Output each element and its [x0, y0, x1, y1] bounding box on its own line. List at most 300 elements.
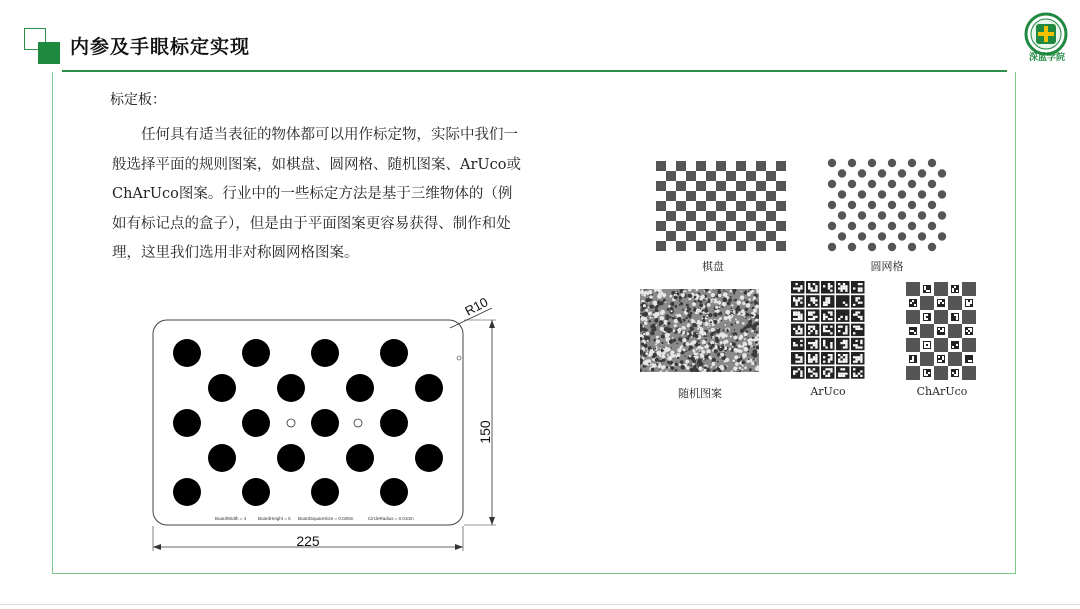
random-speckle [682, 338, 686, 342]
random-speckle [721, 320, 723, 322]
chess-square [746, 171, 756, 181]
random-speckle [730, 296, 732, 298]
random-speckle [686, 342, 690, 346]
random-speckle [669, 361, 673, 365]
grid-dot [938, 190, 946, 198]
random-speckle [755, 367, 759, 371]
random-speckle [705, 307, 707, 309]
random-speckle [731, 323, 734, 326]
random-speckle [747, 355, 748, 356]
chess-square [756, 221, 766, 231]
random-speckle [673, 330, 676, 333]
random-speckle [700, 347, 703, 350]
chess-square [756, 201, 766, 211]
chess-square [656, 161, 666, 171]
random-speckle [684, 327, 686, 329]
random-speckle [692, 363, 695, 366]
random-speckle [649, 349, 653, 353]
width-label: 225 [296, 533, 320, 549]
random-speckle [678, 337, 682, 341]
random-speckle [737, 353, 738, 354]
random-speckle [695, 311, 698, 314]
chess-square [756, 161, 766, 171]
random-speckle [704, 298, 706, 300]
random-speckle [655, 325, 657, 327]
chess-square [696, 161, 706, 171]
random-speckle [651, 317, 652, 318]
grid-dot [908, 243, 916, 251]
random-speckle [644, 290, 645, 291]
random-speckle [707, 303, 711, 307]
random-speckle [737, 370, 738, 371]
random-speckle [672, 337, 674, 339]
random-speckle [701, 353, 703, 355]
random-speckle [750, 314, 753, 317]
chess-square [776, 201, 786, 211]
grid-dot [868, 180, 876, 188]
chess-square [666, 171, 676, 181]
random-speckle [724, 316, 728, 320]
chess-square [656, 201, 666, 211]
random-speckle [696, 348, 698, 350]
grid-dot [898, 169, 906, 177]
chess-square [706, 171, 716, 181]
random-speckle [688, 330, 691, 333]
charuco-pattern-image [906, 282, 977, 380]
random-speckle [747, 351, 749, 353]
random-speckle [708, 335, 709, 336]
random-speckle [708, 299, 711, 302]
chess-square [766, 191, 776, 201]
chess-square [716, 181, 726, 191]
random-speckle [717, 361, 719, 363]
random-speckle [643, 323, 644, 324]
grid-dot [878, 190, 886, 198]
random-speckle [755, 331, 758, 334]
random-speckle [723, 329, 725, 331]
chess-square [686, 171, 696, 181]
random-speckle [732, 342, 736, 346]
random-speckle [702, 340, 707, 345]
random-speckle [699, 294, 701, 296]
random-speckle [645, 352, 648, 355]
grid-dot [858, 232, 866, 240]
random-speckle [697, 328, 699, 330]
random-speckle [664, 327, 669, 332]
random-speckle [675, 314, 677, 316]
random-speckle [715, 345, 718, 348]
random-speckle [734, 329, 736, 331]
board-circle [311, 478, 339, 506]
board-circle [208, 444, 236, 472]
random-speckle [731, 341, 733, 343]
board-circle [242, 478, 270, 506]
board-circle [277, 444, 305, 472]
random-speckle [656, 339, 660, 343]
random-speckle [752, 299, 754, 301]
random-speckle [695, 344, 697, 346]
grid-dot [868, 201, 876, 209]
board-circle [380, 339, 408, 367]
random-speckle [701, 295, 705, 299]
random-speckle [680, 302, 683, 305]
chess-square [676, 161, 686, 171]
random-speckle [751, 345, 753, 347]
grid-dot [908, 159, 916, 167]
grid-dot [858, 190, 866, 198]
random-speckle [681, 345, 683, 347]
random-speckle [745, 308, 749, 312]
random-speckle [648, 363, 650, 365]
random-speckle [652, 355, 655, 358]
random-speckle [641, 294, 643, 296]
grid-dot [838, 169, 846, 177]
board-circle [173, 339, 201, 367]
random-speckle [708, 353, 710, 355]
random-speckle [716, 309, 720, 313]
random-speckle [688, 320, 690, 322]
grid-dot [938, 169, 946, 177]
chess-square [656, 181, 666, 191]
charuco-square [962, 338, 976, 352]
slide-title: 内参及手眼标定实现 [70, 36, 251, 58]
chess-square [676, 241, 686, 251]
footer-divider [0, 604, 1080, 605]
random-speckle [742, 353, 747, 358]
random-speckle [645, 309, 648, 312]
grid-dot [868, 243, 876, 251]
grid-dot [928, 180, 936, 188]
radius-label: R10 [462, 294, 491, 319]
random-speckle [711, 366, 713, 368]
height-label: 150 [477, 420, 493, 444]
random-speckle [733, 366, 737, 370]
random-speckle [670, 295, 673, 298]
random-speckle [702, 311, 704, 313]
random-speckle [650, 305, 654, 309]
board-circle [242, 339, 270, 367]
random-speckle [705, 300, 706, 301]
charuco-square [934, 282, 948, 296]
random-speckle [715, 306, 718, 309]
random-speckle [685, 291, 687, 293]
chess-square [746, 231, 756, 241]
random-speckle [746, 303, 751, 308]
board-circle [346, 374, 374, 402]
grid-dot [918, 190, 926, 198]
chess-square [716, 201, 726, 211]
param-circle-radius: CircleRadius = 0.010m [368, 516, 414, 521]
random-speckle [677, 329, 679, 331]
random-speckle [686, 350, 688, 352]
random-speckle [645, 370, 646, 371]
random-speckle [642, 347, 645, 350]
grid-dot [918, 211, 926, 219]
grid-dot [848, 159, 856, 167]
random-speckle [732, 333, 734, 335]
charuco-square [906, 282, 920, 296]
grid-dot [918, 232, 926, 240]
random-speckle [717, 300, 721, 304]
charuco-square [920, 324, 934, 338]
grid-dot [848, 222, 856, 230]
grid-dot [828, 243, 836, 251]
body-paragraph [112, 121, 522, 269]
random-speckle [671, 366, 675, 370]
grid-dot [828, 222, 836, 230]
random-speckle [732, 360, 735, 363]
random-speckle [690, 365, 692, 367]
random-speckle [753, 346, 755, 348]
grid-dot [918, 169, 926, 177]
charuco-square [962, 282, 976, 296]
random-speckle [689, 298, 691, 300]
chess-square [776, 241, 786, 251]
random-speckle [712, 323, 715, 326]
chess-square [736, 181, 746, 191]
grid-dot [858, 211, 866, 219]
random-speckle [736, 321, 739, 324]
chess-square [766, 231, 776, 241]
random-speckle [702, 350, 706, 354]
random-speckle [709, 325, 711, 327]
random-speckle [689, 312, 692, 315]
random-speckle [714, 349, 718, 353]
random-speckle [740, 295, 745, 300]
grid-dot [848, 201, 856, 209]
chess-square [726, 211, 736, 221]
grid-dot [928, 243, 936, 251]
random-speckle [713, 300, 714, 301]
random-speckle [653, 311, 655, 313]
random-speckle [655, 358, 659, 362]
random-speckle [744, 339, 746, 341]
random-speckle [687, 336, 689, 338]
random-speckle [667, 354, 669, 356]
random-speckle [645, 360, 649, 364]
random-speckle [739, 309, 741, 311]
random-speckle [691, 341, 694, 344]
random-speckle [669, 316, 671, 318]
random-speckle [694, 353, 697, 356]
random-speckle [724, 324, 726, 326]
random-speckle [699, 323, 702, 326]
random-speckle [752, 337, 754, 339]
grid-dot [938, 232, 946, 240]
random-speckle [743, 322, 745, 324]
random-speckle [676, 343, 678, 345]
random-speckle [651, 368, 655, 372]
random-speckle [689, 355, 691, 357]
random-speckle [712, 358, 716, 362]
chessboard-pattern-image [656, 161, 786, 252]
grid-dot [938, 211, 946, 219]
grid-dot [868, 222, 876, 230]
random-speckle [736, 311, 739, 314]
body-text: 任何具有适当表征的物体都可以用作标定物，实际中我们一般选择平面的规则图案，如棋盘、圆网格、随机图案、ArUco或ChArUco图案。行业中的一些标定方法是基于三维物体的（例如有标记点的盒子），但是由于平面图案更容易获得、制作和处理，这里我们选用非对称圆网格图案。 [112, 127, 521, 261]
random-speckle [710, 321, 712, 323]
random-speckle [719, 328, 721, 330]
random-speckle [677, 348, 681, 352]
random-speckle [652, 363, 655, 366]
board-circle [415, 444, 443, 472]
random-speckle [676, 292, 678, 294]
random-speckle [664, 348, 669, 353]
random-speckle [671, 347, 672, 348]
random-speckle [714, 299, 715, 300]
random-speckle [650, 331, 655, 336]
random-speckle [717, 290, 721, 294]
random-speckle [665, 301, 667, 303]
random-speckle [672, 317, 674, 319]
random-speckle [675, 369, 677, 371]
random-speckle [648, 307, 650, 309]
chess-square [666, 231, 676, 241]
random-speckle [704, 366, 707, 369]
random-speckle [661, 334, 665, 338]
random-speckle [641, 316, 646, 321]
random-speckle [643, 333, 645, 335]
chess-square [736, 241, 746, 251]
random-speckle [744, 366, 747, 369]
aruco-pattern-image [790, 280, 866, 380]
random-speckle [683, 348, 686, 351]
random-speckle [681, 335, 682, 336]
random-speckle [653, 307, 655, 309]
random-speckle [656, 351, 660, 355]
random-speckle [727, 366, 728, 367]
random-speckle [692, 334, 693, 335]
random-speckle [753, 358, 755, 360]
grid-dot [908, 180, 916, 188]
random-speckle [739, 367, 742, 370]
random-speckle [704, 359, 706, 361]
random-speckle [668, 317, 670, 319]
chess-square [736, 221, 746, 231]
random-speckle [686, 366, 689, 369]
random-speckle [662, 293, 666, 297]
random-speckle [732, 310, 734, 312]
random-speckle [733, 335, 737, 339]
random-speckle [737, 300, 742, 305]
random-speckle [743, 347, 748, 352]
random-speckle [661, 355, 665, 359]
random-speckle [742, 361, 746, 365]
random-speckle [751, 330, 754, 333]
title-decoration-fill [38, 42, 60, 64]
charuco-square [948, 296, 962, 310]
random-speckle [753, 349, 758, 354]
grid-dot [848, 243, 856, 251]
random-speckle [745, 290, 747, 292]
random-speckle [643, 362, 645, 364]
random-pattern-caption: 随机图案 [678, 387, 722, 400]
chess-square [706, 231, 716, 241]
random-speckle [649, 295, 653, 299]
grid-dot [888, 201, 896, 209]
random-speckle [708, 356, 711, 359]
charuco-square [948, 324, 962, 338]
random-speckle [690, 327, 694, 331]
param-board-height: BoardHeight = 5 [258, 516, 291, 521]
random-speckle [720, 343, 722, 345]
random-speckle [688, 364, 690, 366]
random-speckle [747, 337, 749, 339]
chess-square [676, 181, 686, 191]
random-speckle [754, 314, 756, 316]
param-square-size: BoardSquareSize = 0.025m [298, 516, 354, 521]
random-speckle [697, 340, 699, 342]
random-speckle [751, 302, 753, 304]
random-speckle [672, 363, 674, 365]
random-speckle [724, 292, 728, 296]
random-speckle [741, 309, 745, 313]
random-speckle [679, 300, 681, 302]
random-speckle [677, 317, 681, 321]
random-speckle [715, 337, 718, 340]
random-speckle [695, 335, 699, 339]
charuco-square [962, 310, 976, 324]
board-circle [380, 478, 408, 506]
chess-square [746, 211, 756, 221]
random-speckle [687, 304, 689, 306]
random-speckle [739, 356, 741, 358]
random-speckle [735, 318, 737, 320]
random-speckle [742, 345, 745, 348]
random-speckle [674, 305, 677, 308]
random-speckle [707, 327, 708, 328]
random-speckle [748, 341, 752, 345]
random-speckle [656, 346, 658, 348]
random-speckle [748, 298, 750, 300]
random-speckle [674, 317, 676, 319]
chess-square [756, 241, 766, 251]
grid-dot [878, 211, 886, 219]
random-speckle [648, 320, 651, 323]
chess-square [666, 191, 676, 201]
random-speckle [654, 348, 656, 350]
random-speckle [645, 298, 649, 302]
random-speckle [705, 335, 707, 337]
random-speckle [688, 294, 692, 298]
chess-square [776, 181, 786, 191]
random-speckle [712, 299, 714, 301]
random-speckle [740, 291, 741, 292]
board-circle [277, 374, 305, 402]
random-speckle [715, 343, 717, 345]
random-speckle [748, 359, 750, 361]
random-speckle [730, 290, 733, 293]
grid-dot [838, 190, 846, 198]
random-speckle [744, 326, 746, 328]
random-speckle [641, 309, 643, 311]
aruco-caption: ArUco [810, 385, 846, 398]
chess-square [696, 181, 706, 191]
random-speckle [674, 294, 675, 295]
chess-square [726, 231, 736, 241]
charuco-square [962, 366, 976, 380]
charuco-square [934, 338, 948, 352]
random-speckle [735, 362, 739, 366]
chess-square [716, 241, 726, 251]
random-speckle [640, 353, 642, 355]
random-speckle [696, 363, 698, 365]
random-speckle [711, 293, 715, 297]
random-speckle [711, 344, 715, 348]
random-speckle [711, 328, 715, 332]
random-speckle [693, 350, 696, 353]
random-speckle [692, 323, 696, 327]
